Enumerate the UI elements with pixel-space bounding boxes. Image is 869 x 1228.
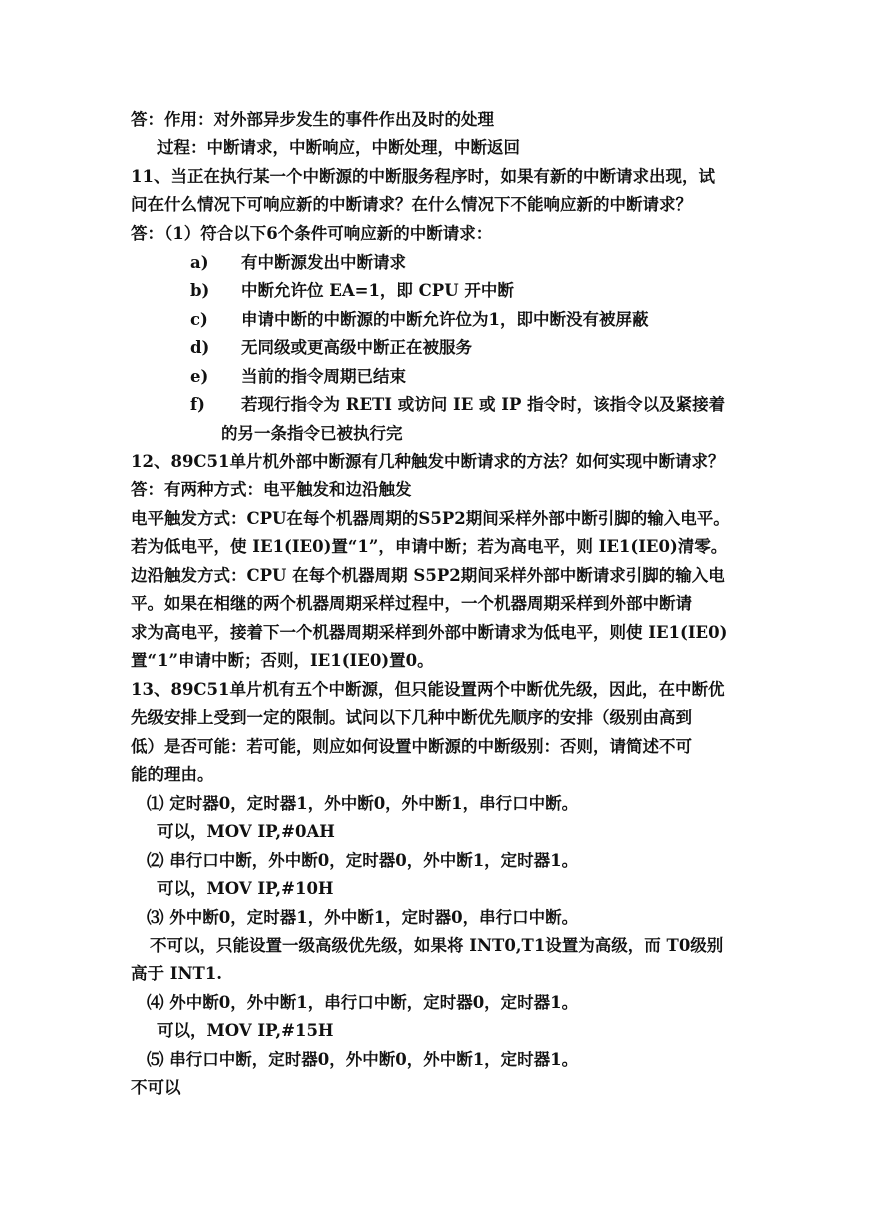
question-13-line-2: 先级安排上受到一定的限制。试问以下几种中断优先顺序的安排（级别由高到 <box>131 708 692 727</box>
answer-10-process: 过程：中断请求，中断响应，中断处理，中断返回 <box>157 138 520 157</box>
case-3-answer-line-1: 不可以，只能设置一级高级优先级，如果将 INT0,T1设置为高级，而 T0级别 <box>150 936 724 955</box>
answer-11-intro: 答：（1）符合以下6个条件可响应新的中断请求： <box>131 224 493 243</box>
case-4: ⑷ 外中断0，外中断1，串行口中断，定时器0，定时器1。 <box>147 993 579 1012</box>
case-5: ⑸ 串行口中断，定时器0，外中断0，外中断1，定时器1。 <box>147 1050 579 1069</box>
case-3: ⑶ 外中断0，定时器1，外中断1，定时器0，串行口中断。 <box>147 908 579 927</box>
condition-text-e: 当前的指令周期已结束 <box>241 367 406 386</box>
question-11-line-1: 11、当正在执行某一个中断源的中断服务程序时，如果有新的中断请求出现，试 <box>131 167 715 186</box>
question-13-line-3: 低）是否可能：若可能，则应如何设置中断源的中断级别：否则，请简述不可 <box>131 737 692 756</box>
condition-text-f: 若现行指令为 RETI 或访问 IE 或 IP 指令时，该指令以及紧接着 <box>241 395 726 414</box>
question-13-line-4: 能的理由。 <box>131 765 214 784</box>
condition-text-d: 无同级或更高级中断正在被服务 <box>241 338 472 357</box>
case-1-answer: 可以，MOV IP,#0AH <box>157 822 335 841</box>
case-4-answer: 可以，MOV IP,#15H <box>157 1021 334 1040</box>
answer-12-level-trigger-2: 若为低电平，使 IE1(IE0)置“1”，申请中断；若为高电平，则 IE1(IE0)清零。 <box>131 537 728 556</box>
condition-marker-b: b) <box>190 281 210 300</box>
condition-marker-a: a) <box>190 253 209 272</box>
case-2: ⑵ 串行口中断，外中断0，定时器0，外中断1，定时器1。 <box>147 851 579 870</box>
case-2-answer: 可以，MOV IP,#10H <box>157 879 334 898</box>
condition-marker-d: d) <box>190 338 210 357</box>
answer-12-edge-trigger-1: 边沿触发方式：CPU 在每个机器周期 S5P2期间采样外部中断请求引脚的输入电 <box>131 566 725 585</box>
condition-text-a: 有中断源发出中断请求 <box>241 253 406 272</box>
answer-12-edge-trigger-4: 置“1”申请中断；否则，IE1(IE0)置0。 <box>131 651 434 670</box>
answer-12-intro: 答：有两种方式：电平触发和边沿触发 <box>131 480 412 499</box>
condition-marker-c: c) <box>190 310 208 329</box>
condition-text-f-continuation: 的另一条指令已被执行完 <box>221 424 403 443</box>
condition-text-b: 中断允许位 EA=1，即 CPU 开中断 <box>241 281 514 300</box>
answer-12-edge-trigger-3: 求为高电平，接着下一个机器周期采样到外部中断请求为低电平，则使 IE1(IE0) <box>131 623 728 642</box>
answer-12-level-trigger-1: 电平触发方式：CPU在每个机器周期的S5P2期间采样外部中断引脚的输入电平。 <box>131 509 730 528</box>
question-12: 12、89C51单片机外部中断源有几种触发中断请求的方法？如何实现中断请求？ <box>131 452 725 471</box>
case-1: ⑴ 定时器0，定时器1，外中断0，外中断1，串行口中断。 <box>147 794 579 813</box>
condition-marker-f: f) <box>190 395 205 414</box>
answer-12-edge-trigger-2: 平。如果在相继的两个机器周期采样过程中，一个机器周期采样到外部中断请 <box>131 594 692 613</box>
case-3-answer-line-2: 高于 INT1. <box>131 964 223 983</box>
condition-marker-e: e) <box>190 367 209 386</box>
answer-10-purpose: 答：作用：对外部异步发生的事件作出及时的处理 <box>131 110 494 129</box>
case-5-answer: 不可以 <box>131 1078 181 1097</box>
condition-text-c: 申请中断的中断源的中断允许位为1，即中断没有被屏蔽 <box>241 310 649 329</box>
question-11-line-2: 问在什么情况下可响应新的中断请求？在什么情况下不能响应新的中断请求？ <box>131 195 692 214</box>
question-13-line-1: 13、89C51单片机有五个中断源，但只能设置两个中断优先级，因此，在中断优 <box>131 680 725 699</box>
